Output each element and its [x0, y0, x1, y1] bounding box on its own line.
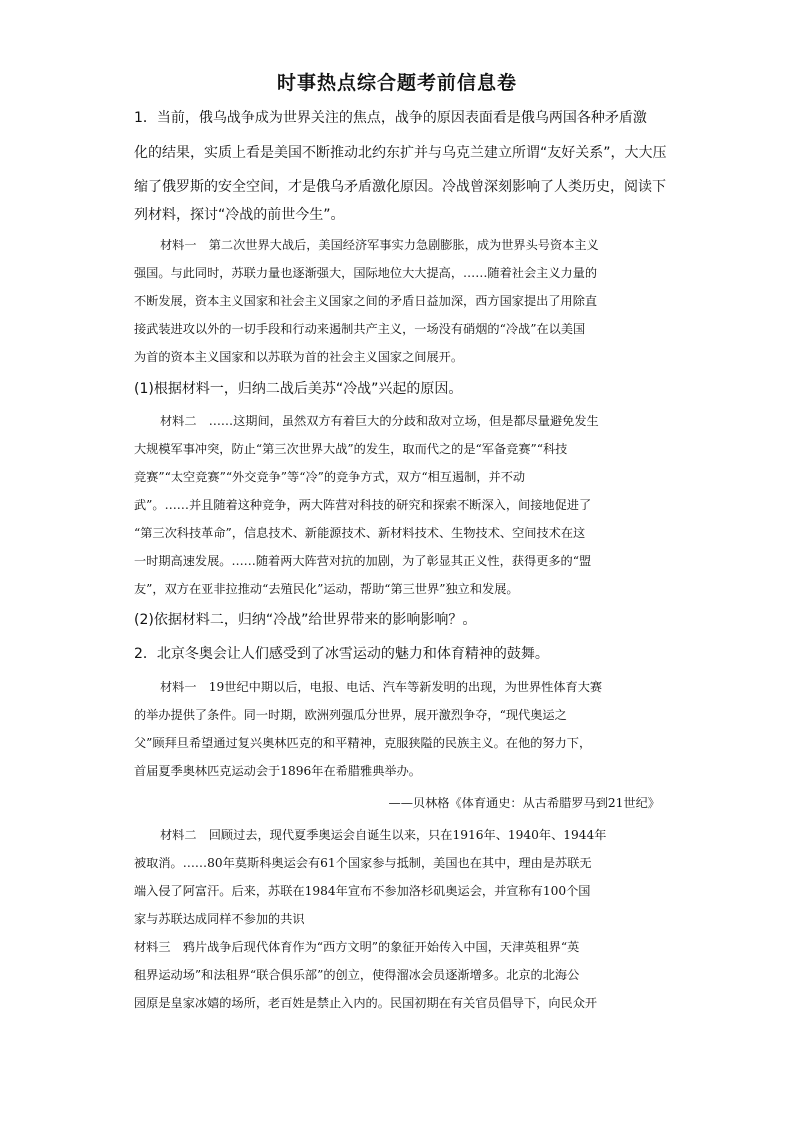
q2-material1-line: 父”顾拜旦希望通过复兴奥林匹克的和平精神，克服狭隘的民族主义。在他的努力下，	[134, 736, 592, 750]
q2-material3-line: 材料三 鸦片战争后现代体育作为“西方文明”的象征开始传入中国，天津英租界“英	[134, 940, 580, 954]
document-title: 时事热点综合题考前信息卷	[276, 72, 517, 94]
q2-stem: 2．北京冬奥会让人们感受到了冰雪运动的魅力和体育精神的鼓舞。	[134, 646, 549, 662]
q2-material1-line: 首届夏季奥林匹克运动会于1896年在希腊雅典举办。	[134, 764, 421, 778]
q1-material1-line: 不断发展，资本主义国家和社会主义国家之间的矛盾日益加深，西方国家提出了用除直	[134, 294, 598, 308]
q1-material2-line: 材料二 ……这期间，虽然双方有着巨大的分歧和敌对立场，但是都尽量避免发生	[160, 414, 599, 428]
q1-material2-line: 一时期高速发展。……随着两大阵营对抗的加剧，为了彰显其正义性，获得更多的“盟	[134, 554, 592, 568]
q1-stem-line: 缩了俄罗斯的安全空间，才是俄乌矛盾激化原因。冷战曾深刻影响了人类历史，阅读下	[134, 179, 666, 195]
q1-material2-line: 友”，双方在亚非拉推动“去殖民化”运动，帮助“第三世界”独立和发展。	[134, 582, 519, 596]
q1-material2-line: “第三次科技革命”，信息技术、新能源技术、新材料技术、生物技术、空间技术在这	[134, 526, 586, 540]
q2-material1-source: ——贝林格《体育通史：从古希腊罗马到21世纪》	[388, 796, 660, 810]
q1-stem-line: 列材料，探讨“冷战的前世今生”。	[134, 207, 345, 223]
q1-material2-line: 武”。……并且随着这种竞争，两大阵营对科技的研究和探索不断深入，间接地促进了	[134, 498, 592, 512]
q1-subquestion-1: (1)根据材料一，归纳二战后美苏“冷战”兴起的原因。	[134, 381, 463, 397]
q1-stem-line: 化的结果，实质上看是美国不断推动北约东扩并与乌克兰建立所谓“友好关系”，大大压	[134, 145, 667, 161]
q2-material2-line: 端入侵了阿富汗。后来，苏联在1984年宣布不参加洛杉矶奥运会，并宣称有100个国	[134, 884, 591, 898]
q2-material2-line: 家与苏联达成同样不参加的共识	[134, 912, 305, 926]
q2-material2-line: 被取消。……80年莫斯科奥运会有61个国家参与抵制，美国也在其中，理由是苏联无	[134, 856, 592, 870]
q2-material1-line: 材料一 19世纪中期以后，电报、电话、汽车等新发明的出现，为世界性体育大赛	[160, 680, 603, 694]
q1-material1-line: 为首的资本主义国家和以苏联为首的社会主义国家之间展开。	[134, 350, 464, 364]
q1-material2-line: 竞赛”“太空竞赛”“外交竞争”等“冷”的竞争方式，双方“相互遏制，并不动	[134, 470, 526, 484]
q1-material2-line: 大规模军事冲突，防止“第三次世界大战”的发生，取而代之的是“军备竞赛”“科技	[134, 442, 568, 456]
q1-material1-line: 强国。与此同时，苏联力量也逐渐强大，国际地位大大提高，……随着社会主义力量的	[134, 266, 598, 280]
q1-subquestion-2: (2)依据材料二，归纳“冷战”给世界带来的影响影响？。	[134, 612, 477, 628]
q2-material1-line: 的举办提供了条件。同一时期，欧洲列强瓜分世界，展开激烈争夺，“现代奥运之	[134, 708, 567, 722]
q2-material3-line: 园原是皇家冰嬉的场所，老百姓是禁止入内的。民国初期在有关官员倡导下，向民众开	[134, 996, 598, 1010]
q1-stem-line: 1．当前，俄乌战争成为世界关注的焦点，战争的原因表面看是俄乌两国各种矛盾激	[134, 110, 647, 126]
q1-material1-line: 材料一 第二次世界大战后，美国经济军事实力急剧膨胀，成为世界头号资本主义	[160, 238, 599, 252]
q2-material3-line: 租界运动场”和法租界“联合俱乐部”的创立，使得溜冰会员逐渐增多。北京的北海公	[134, 968, 580, 982]
q2-material2-line: 材料二 回顾过去，现代夏季奥运会自诞生以来，只在1916年、1940年、1944年	[160, 828, 607, 842]
q1-material1-line: 接武装进攻以外的一切手段和行动来遏制共产主义，一场没有硝烟的“冷战”在以美国	[134, 322, 586, 336]
